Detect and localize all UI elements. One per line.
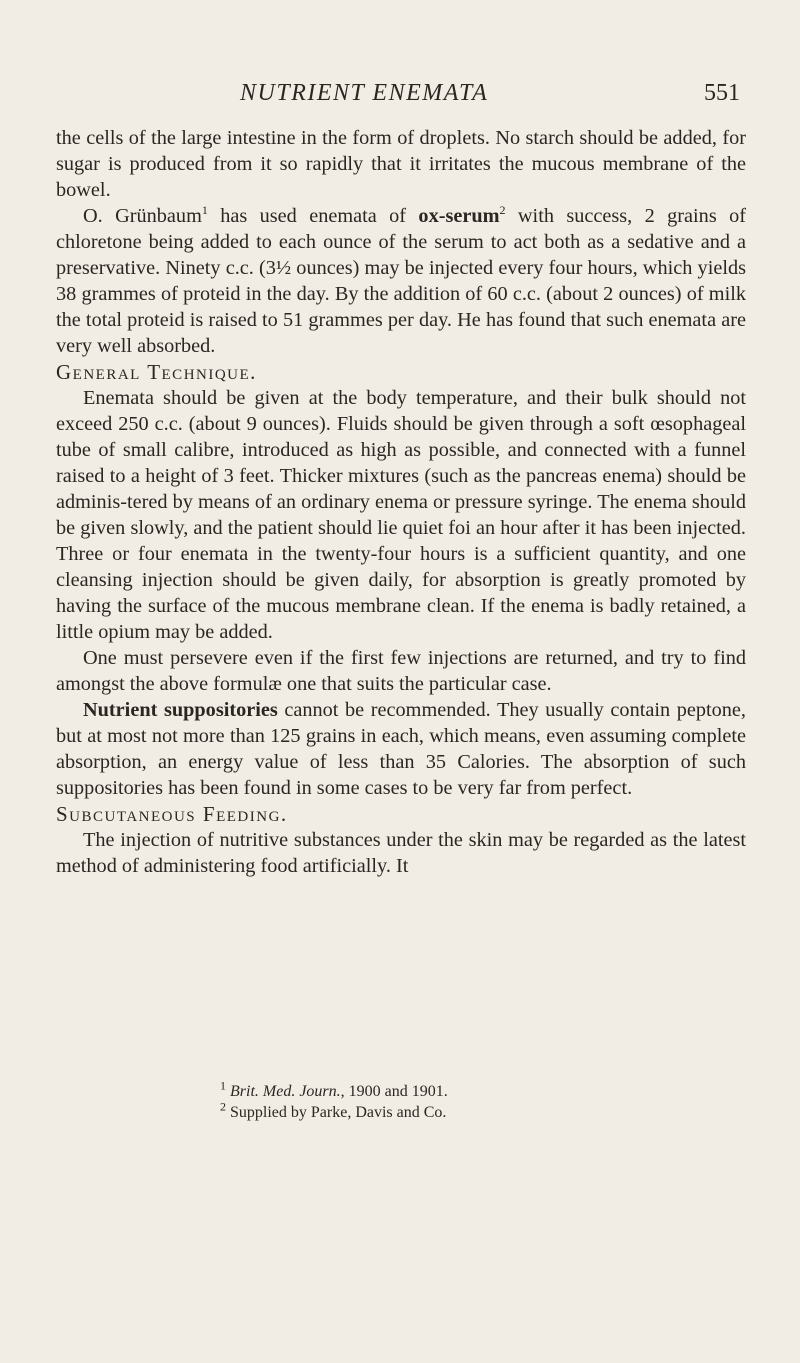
paragraph-technique: Enemata should be given at the body temperature, and their bulk should not exceed 250 c.c. (about 9 ounces). Fluids should be given through a soft œsophageal tube of small calibre, introduced as high as possible, and connected with a funnel raised to a height of 3 feet. Thicker mixtures (such as the pancreas enema) should be adminis-tered by means of an ordinary enema or pressure syringe. The enema should be given slowly, and the patient should lie quiet foi an hour after it has been injected. Three or four enemata in the twenty-four hours is a sufficient quantity, and one cleansing injection should be given daily, for absorption is greatly promoted by having the surface of the mucous membrane clean. If the enema is badly retained, a little opium may be added. bbox=[56, 387, 746, 643]
paragraph-continuation: the cells of the large intestine in the form of droplets. No starch should be added, for sugar is produced from it so rapidly that it irritates the mucous membrane of the bowel. bbox=[56, 127, 746, 201]
section-heading-subcutaneous-feeding: Subcutaneous Feeding. bbox=[56, 802, 288, 826]
footnote-1: $^1$ Brit. Med. Journ., 1900 and 1901. bbox=[220, 1078, 448, 1100]
paragraph-grunbaum: O. Grünbaum$^1$ has used enemata of ox-serum$^2$ with success, 2 grains of chloretone being added to each ounce of the serum to act both as a sedative and a preservative. Ninety c.c. (3½ ounces) may be injected every four hours, which yields 38 grammes of proteid in the day. By the addition of 60 c.c. (about 2 ounces) of milk the total proteid is raised to 51 grammes per day. He has found that such enemata are very well absorbed. bbox=[56, 203, 746, 357]
footnotes bbox=[220, 1078, 740, 1123]
footnote-ref-2: 2 bbox=[499, 203, 506, 218]
page-number: 551 bbox=[704, 80, 740, 106]
section-heading-general-technique: General Technique. bbox=[56, 360, 257, 384]
paragraph-subcutaneous: The injection of nutritive substances under the skin may be regarded as the latest method of administering food artificially. It bbox=[56, 829, 746, 877]
term-nutrient-suppositories: Nutrient suppositories bbox=[83, 699, 278, 721]
footnote-ref-1: 1 bbox=[201, 203, 208, 218]
running-head bbox=[0, 80, 800, 114]
paragraph-persevere: One must persevere even if the first few injections are returned, and try to find amongst the above formulæ one that suits the particular case. bbox=[56, 647, 746, 695]
term-ox-serum: ox-serum bbox=[418, 205, 500, 227]
footnote-2: $^2$ Supplied by Parke, Davis and Co. bbox=[220, 1099, 447, 1121]
running-title: NUTRIENT ENEMATA bbox=[240, 80, 489, 106]
journal-citation: Brit. Med. Journ. bbox=[230, 1083, 341, 1100]
body-text bbox=[56, 125, 746, 879]
paragraph-suppositories: Nutrient suppositories cannot be recommended. They usually contain peptone, but at most not more than 125 grains in each, which means, even assuming complete absorption, an energy value of less than 35 Calories. The absorption of such suppositories has been found in some cases to be very far from perfect. bbox=[56, 699, 746, 799]
